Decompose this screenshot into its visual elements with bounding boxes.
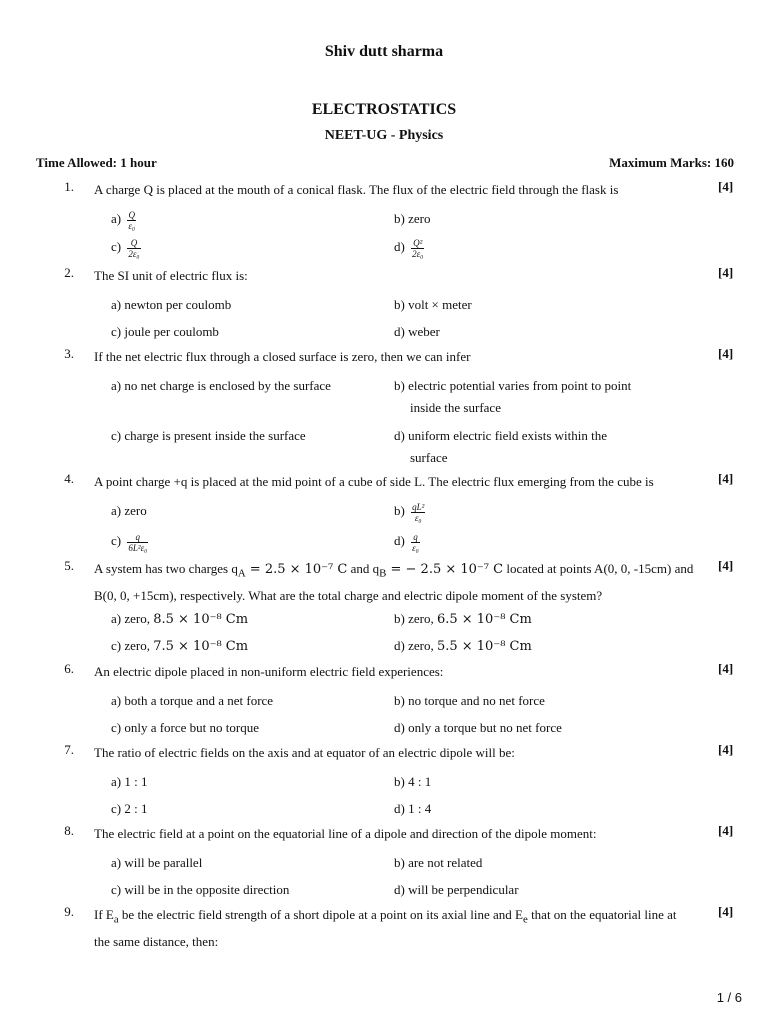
fraction: $\frac{q}{\text{ε₀}}$ bbox=[412, 531, 419, 553]
option-d: d) uniform electric field exists within the surface bbox=[394, 428, 607, 465]
option-b: b) are not related bbox=[394, 855, 483, 870]
question-number: 3. bbox=[64, 346, 74, 361]
option-b: b) 4 : 1 bbox=[394, 774, 432, 789]
option-c: c) will be in the opposite direction bbox=[111, 882, 290, 897]
fraction: $\frac{\text{qL²}}{\text{ε₀}}$ bbox=[412, 501, 425, 523]
option-a: a) both a torque and a net force bbox=[111, 693, 274, 708]
author-name: Shiv dutt sharma bbox=[324, 43, 444, 60]
option-d: d) $\frac{\text{Q²}}{\text{2ε₀}}$ bbox=[394, 237, 424, 259]
option-d: d) zero, 5.5 × 10⁻⁸ Cm bbox=[394, 638, 532, 654]
paper-title: ELECTROSTATICS bbox=[311, 101, 457, 118]
time-allowed: Time Allowed: 1 hour bbox=[36, 155, 157, 170]
question-text: The SI unit of electric flux is: bbox=[94, 268, 248, 283]
question-text: A point charge +q is placed at the mid point of a cube of side L. The electric flux emerging from the cube is bbox=[94, 474, 654, 489]
question-text: If the net electric flux through a closed surface is zero, then we can infer bbox=[94, 349, 471, 364]
option-c: c) charge is present inside the surface bbox=[111, 428, 306, 443]
option-a: a) newton per coulomb bbox=[111, 297, 232, 312]
option-a: a) no net charge is enclosed by the surface bbox=[111, 378, 331, 393]
option-b: b) zero, 6.5 × 10⁻⁸ Cm bbox=[394, 611, 532, 627]
question-text: The ratio of electric fields on the axis and at equator of an electric dipole will be: bbox=[94, 745, 515, 760]
question-text: If $E_a$ be the electric field strength of a short dipole at a point on its axial line and $E_e$ that on the equatorial line at the same distance, then: bbox=[94, 907, 677, 949]
question-text: An electric dipole placed in non-uniform electric field experiences: bbox=[94, 664, 444, 679]
option-c: c) $\frac{q}{\text{6L²ε₀}}$ bbox=[111, 531, 148, 553]
fraction: $\frac{q}{\text{6L²ε₀}}$ bbox=[128, 531, 148, 553]
option-c: c) $\frac{Q}{\text{2ε₀}}$ bbox=[111, 237, 140, 259]
option-b: b) volt × meter bbox=[394, 297, 472, 312]
option-b: b) $\frac{\text{qL²}}{\text{ε₀}}$ bbox=[394, 501, 425, 523]
option-d: d) will be perpendicular bbox=[394, 882, 519, 897]
question-marks: [4] bbox=[718, 179, 734, 194]
question-text: The electric field at a point on the equatorial line of a dipole and direction of the dipole moment: bbox=[94, 826, 597, 841]
question-number: 1. bbox=[64, 179, 74, 194]
question-number: 8. bbox=[64, 823, 74, 838]
option-d: d) $\frac{q}{\text{ε₀}}$ bbox=[394, 531, 419, 553]
maximum-marks: Maximum Marks: 160 bbox=[609, 155, 734, 170]
option-c: c) joule per coulomb bbox=[111, 324, 219, 339]
option-d: d) only a torque but no net force bbox=[394, 720, 562, 735]
option-b: b) zero bbox=[394, 211, 431, 226]
question-number: 4. bbox=[64, 471, 74, 486]
question-text: A system has two charges $q_A = 2.5 \times 10^{-7}$ C and $q_B$ = − 2.5 × 10⁻⁷ C located at points A(0, 0, -15cm) and B(0, 0, +15cm), respectively. What are the total charge and electric dipole moment of the system? bbox=[94, 561, 694, 603]
option-a: a) zero bbox=[111, 503, 147, 518]
option-d: d) weber bbox=[394, 324, 440, 339]
question-marks: [4] bbox=[718, 265, 734, 280]
option-a: a) $\frac{Q}{\text{ε₀}}$ bbox=[111, 209, 136, 231]
question-marks: [4] bbox=[718, 742, 734, 757]
fraction: $\frac{Q}{\text{2ε₀}}$ bbox=[128, 237, 140, 259]
question-number: 7. bbox=[64, 742, 74, 757]
option-b: b) no torque and no net force bbox=[394, 693, 545, 708]
option-a: a) zero, 8.5 × 10⁻⁸ Cm bbox=[111, 611, 249, 627]
option-c: c) only a force but no torque bbox=[111, 720, 260, 735]
question-marks: [4] bbox=[718, 471, 734, 486]
option-b: b) electric potential varies from point to point inside the surface bbox=[394, 378, 632, 415]
question-marks: [4] bbox=[718, 661, 734, 676]
question-marks: [4] bbox=[718, 904, 734, 919]
option-a: a) 1 : 1 bbox=[111, 774, 148, 789]
question-number: 9. bbox=[64, 904, 74, 919]
page-number: 1 / 6 bbox=[716, 990, 742, 1005]
question-text: A charge Q is placed at the mouth of a conical flask. The flux of the electric field through the flask is bbox=[94, 182, 619, 197]
exam-meta bbox=[36, 155, 734, 171]
fraction: $\frac{Q}{\text{ε₀}}$ bbox=[128, 209, 136, 231]
question-number: 2. bbox=[64, 265, 74, 280]
fraction: $\frac{\text{Q²}}{\text{2ε₀}}$ bbox=[412, 237, 424, 259]
option-d: d) 1 : 4 bbox=[394, 801, 432, 816]
question-marks: [4] bbox=[718, 823, 734, 838]
option-a: a) will be parallel bbox=[111, 855, 203, 870]
question-marks: [4] bbox=[718, 558, 734, 573]
question-number: 5. bbox=[64, 558, 74, 573]
question-marks: [4] bbox=[718, 346, 734, 361]
question-number: 6. bbox=[64, 661, 74, 676]
option-c: c) 2 : 1 bbox=[111, 801, 148, 816]
paper-subtitle: NEET-UG - Physics bbox=[324, 128, 444, 143]
option-c: c) zero, 7.5 × 10⁻⁸ Cm bbox=[111, 638, 249, 654]
